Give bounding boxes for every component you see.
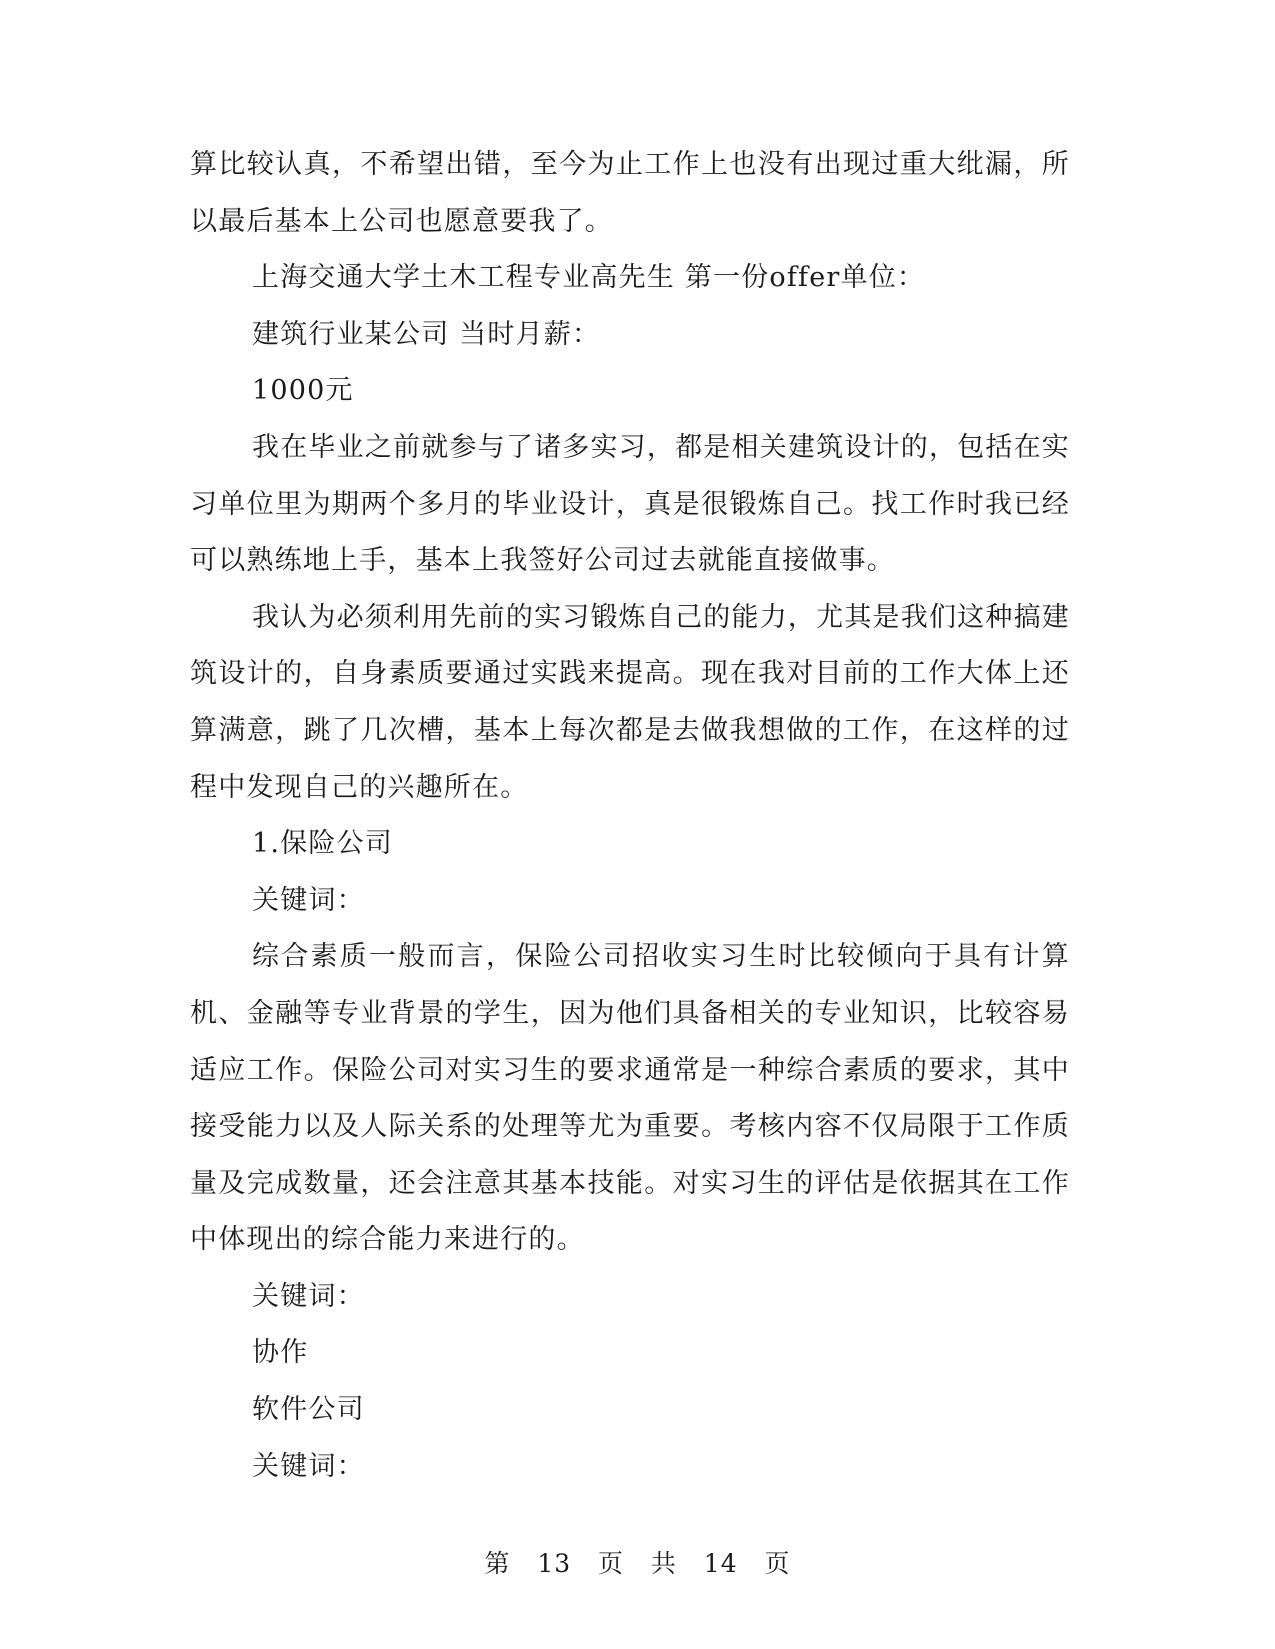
keyword-label: 关键词： [252,884,365,916]
paragraph: 建筑行业某公司 当时月薪： [252,318,601,350]
paragraph: 我认为必须利用先前的实习锻炼自己的能力，尤其是我们这种搞建筑设计的，自身素质要通过实践来提高。现在我对目前的工作大体上还算满意，跳了几次槽，基本上每次都是去做我想做的工作，在这样的过程中发现自己的兴趣所在。 [190,601,1070,803]
keyword-label: 关键词： [252,1280,365,1312]
document-body [190,137,1070,1495]
section-heading: 1.保险公司 [252,828,393,860]
paragraph: 算比较认真，不希望出错，至今为止工作上也没有出现过重大纰漏，所以最后基本上公司也愿意要我了。 [190,149,1070,237]
footer-label-page: 页 [598,1549,625,1578]
paragraph: 综合素质一般而言，保险公司招收实习生时比较倾向于具有计算机、金融等专业背景的学生，因为他们具备相关的专业知识，比较容易适应工作。保险公司对实习生的要求通常是一种综合素质的要求，其中接受能力以及人际关系的处理等尤为重要。考核内容不仅局限于工作质量及完成数量，还会注意其基本技能。对实习生的评估是依据其在工作中体现出的综合能力来进行的。 [190,941,1070,1256]
keyword-label: 关键词： [252,1450,365,1482]
paragraph: 我在毕业之前就参与了诸多实习，都是相关建筑设计的，包括在实习单位里为期两个多月的毕业设计，真是很锻炼自己。找工作时我已经可以熟练地上手，基本上我签好公司过去就能直接做事。 [190,431,1070,577]
keyword-value: 协作 [252,1337,309,1369]
paragraph: 上海交通大学土木工程专业高先生 第一份offer单位： [252,262,926,294]
current-page-number: 13 [537,1549,572,1578]
paragraph: 1000元 [252,375,354,407]
page-footer [0,1548,1275,1580]
footer-label-suffix: 页 [764,1549,791,1578]
total-pages-number: 14 [703,1549,738,1578]
footer-label-prefix: 第 [484,1549,511,1578]
section-heading: 软件公司 [252,1394,365,1426]
footer-label-total: 共 [650,1549,677,1578]
